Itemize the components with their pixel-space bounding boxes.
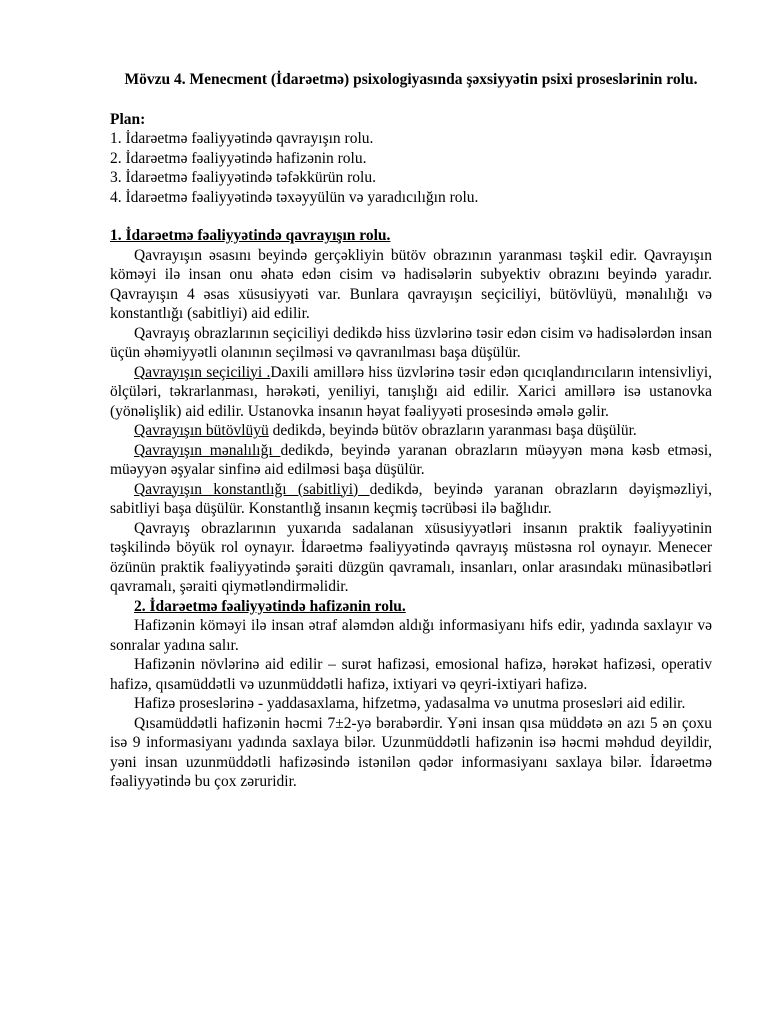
plan-item: 3. İdarəetmə fəaliyyətində təfəkkürün rolu. (110, 169, 376, 186)
term-definition: Daxili amillərə hiss üzvlərinə təsir edən qıcıqlandırıcıların intensivliyi, ölçüləri, təkrarlanması, hərəkəti, yeniliyi, tanışlığı aid edilir. Xarici amillərə isə ustanovka (yönəlişlik) aid edilir. Ustanovka insanın həyat fəaliyyəti prosesində əmələ gəlir. (110, 363, 712, 420)
section-1-paragraph: Qavrayışın əsasını beyində gerçəkliyin bütöv obrazının yaranması təşkil edir. Qavrayışın köməyi ilə insan onu əhatə edən cisim və hadisələrin subyektiv obrazını beyində yaradır. Qavrayışın 4 əsas xüsusiyyəti var. Bunlara qavrayışın seçiciliyi, bütövlüyü, mənalılığı və konstantlığı (sabitliyi) aid edilir. (110, 246, 712, 322)
plan-item: 4. İdarəetmə fəaliyyətində təxəyyülün və yaradıcılığın rolu. (110, 188, 479, 206)
document-title: Mövzu 4. Menecment (İdarəetmə) psixologiyasında şəxsiyyətin psixi proseslərinin rolu. (124, 71, 698, 88)
section-1-paragraph (110, 421, 712, 441)
term-meaningfulness: Qavrayışın mənalılığı (134, 441, 281, 459)
section-1-paragraph (110, 441, 712, 480)
term-definition: dedikdə, beyində bütöv obrazların yaranması başa düşülür. (268, 422, 637, 439)
term-integrity: Qavrayışın bütövlüyü (134, 422, 269, 439)
section-1-paragraph: Qavrayış obrazlarının seçiciliyi dedikdə hiss üzvlərinə təsir edən cisim və hadisələrdən insan üçün əhəmiyyətli olanının seçilməsi və qavranılması başa düşülür. (110, 324, 712, 361)
term-selectivity: Qavrayışın seçiciliyi . (134, 363, 271, 381)
term-definition: dedikdə, beyində yaranan obrazların müəyyən məna kəsb etməsi, müəyyən əşyalar sinfinə aid edilməsi başa düşülür. (110, 441, 713, 478)
section-2-heading: 2. İdarəetmə fəaliyyətində hafizənin rolu. (134, 597, 406, 615)
section-1-paragraph: Qavrayış obrazlarının yuxarıda sadalanan xüsusiyyətləri insanın praktik fəaliyyətinin təşkilində böyük rol oynayır. İdarəetmə fəaliyyətində qavrayış müstəsna rol oynayır. Menecer özünün praktik fəaliyyətində şəraiti düzgün qavramalı, insanları, onlar arasındakı münasibətləri qavramalı, şəraiti qiymətləndirməlidir. (110, 519, 712, 595)
plan-list (110, 129, 712, 207)
document-body (110, 70, 712, 792)
section-1-paragraph (110, 480, 712, 519)
section-1-heading: 1. İdarəetmə fəaliyyətində qavrayışın rolu. (110, 227, 391, 244)
section-2-paragraph: Hafizənin növlərinə aid edilir – surət hafizəsi, emosional hafizə, hərəkət hafizəsi, operativ hafizə, qısamüddətli və uzunmüddətli hafizə, ixtiyari və qeyri-ixtiyari hafizə. (110, 656, 712, 693)
term-definition: dedikdə, beyində yaranan obrazların dəyişməzliyi, sabitliyi başa düşülür. Konstantlığ insanın keçmiş təcrübəsi ilə bağlıdır. (110, 480, 712, 517)
plan-item: 2. İdarəetmə fəaliyyətində hafizənin rolu. (110, 149, 367, 167)
section-1-paragraph (110, 363, 712, 422)
term-constancy: Qavrayışın konstantlığı (sabitliyi) (134, 480, 370, 498)
section-2-paragraph: Hafizənin köməyi ilə insan ətraf aləmdən aldığı informasiyanı hifs edir, yadında saxlayır və sonralar yadına salır. (110, 617, 712, 654)
plan-item: 1. İdarəetmə fəaliyyətində qavrayışın rolu. (110, 130, 374, 147)
section-2-paragraph: Hafizə proseslərinə - yaddasaxlama, hifzetmə, yadasalma və unutma prosesləri aid edilir. (134, 695, 686, 712)
section-2-paragraph: Qısamüddətli hafizənin həcmi 7±2-yə bərabərdir. Yəni insan qısa müddətə ən azı 5 ən çoxu isə 9 informasiyanı yadında saxlaya bilər. Uzunmüddətli hafizənin isə həcmi məhdud deyildir, yəni insan uzunmüddətli hafizəsində istənilən qədər informasiyanı saxlaya bilər. İdarəetmə fəaliyyətində bu çox zəruridir. (110, 714, 712, 790)
plan-heading: Plan: (110, 110, 146, 128)
